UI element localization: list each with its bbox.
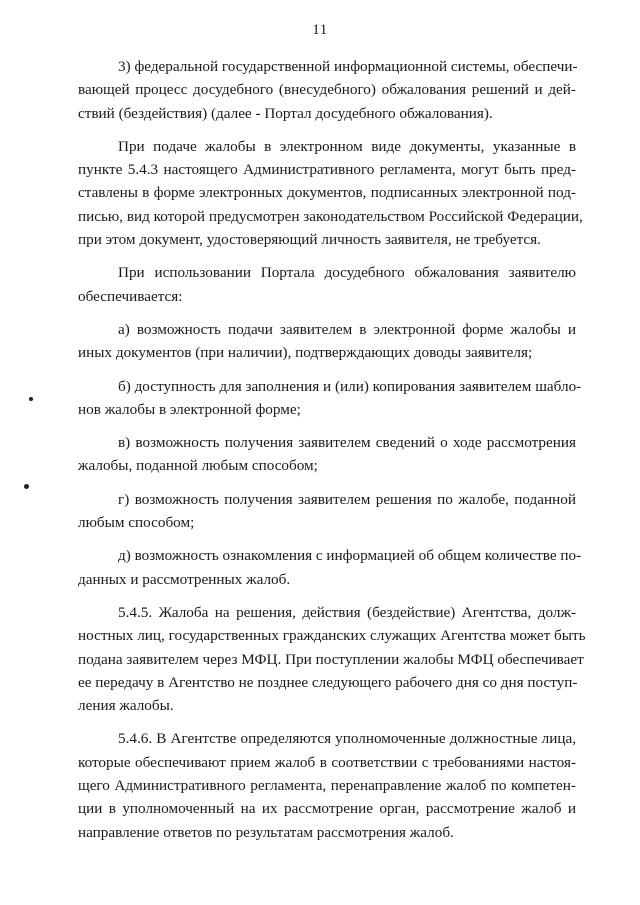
text-line: г) возможность получения заявителем решения по жалобе, поданной xyxy=(118,490,576,508)
paragraph-electronic-submission xyxy=(78,135,583,251)
text-line: При использовании Портала досудебного обжалования заявителю xyxy=(118,264,576,282)
list-item-a xyxy=(78,318,576,365)
paragraph-5-4-6 xyxy=(78,727,576,843)
text-line: нов жалобы в электронной форме; xyxy=(78,400,301,418)
text-line: в) возможность получения заявителем сведений о ходе рассмотрения xyxy=(118,434,576,452)
text-line: при этом документ, удостоверяющий личность заявителя, не требуется. xyxy=(78,231,541,249)
text-line: писью, вид которой предусмотрен законодательством Российской Федерации, xyxy=(78,207,583,225)
text-line: подана заявителем через МФЦ. При поступлении жалобы МФЦ обеспечивает xyxy=(78,650,584,668)
paragraph-portal-provides xyxy=(78,261,576,308)
document-body xyxy=(78,55,586,844)
text-line: 5.4.5. Жалоба на решения, действия (бездействие) Агентства, долж- xyxy=(118,603,576,621)
text-line: пункте 5.4.3 настоящего Административного регламента, могут быть пред- xyxy=(78,161,576,179)
text-line: 3) федеральной государственной информационной системы, обеспечи- xyxy=(118,58,578,75)
paragraph-item-3 xyxy=(78,55,576,125)
scan-speck xyxy=(29,397,33,401)
text-line: иных документов (при наличии), подтверждающих доводы заявителя; xyxy=(78,344,533,362)
text-line: б) доступность для заполнения и (или) копирования заявителем шабло- xyxy=(118,377,582,395)
text-line: ления жалобы. xyxy=(78,697,174,715)
text-line: обеспечивается: xyxy=(78,287,183,305)
text-line: которые обеспечивают прием жалоб в соответствии с требованиями настоя- xyxy=(78,753,576,771)
text-line: 5.4.6. В Агентстве определяются уполномоченные должностные лица, xyxy=(118,730,576,748)
text-line: щего Административного регламента, перенаправление жалоб по компетен- xyxy=(78,777,576,795)
text-line: жалобы, поданной любым способом; xyxy=(78,457,318,475)
list-item-d xyxy=(78,544,582,591)
text-line: ции в уполномоченный на их рассмотрение орган, рассмотрение жалоб и xyxy=(78,800,576,818)
text-line: ствий (бездействия) (далее - Портал досудебного обжалования). xyxy=(78,104,493,122)
text-line: данных и рассмотренных жалоб. xyxy=(78,570,291,588)
text-line: а) возможность подачи заявителем в электронной форме жалобы и xyxy=(118,320,576,338)
paragraph-5-4-5 xyxy=(78,601,586,717)
text-line: направление ответов по результатам рассмотрения жалоб. xyxy=(78,823,454,841)
scan-speck xyxy=(24,484,29,489)
text-line: ее передачу в Агентство не позднее следующего рабочего дня со дня поступ- xyxy=(78,673,578,691)
text-line: любым способом; xyxy=(78,514,195,532)
list-item-b xyxy=(78,375,582,422)
page-number: 11 xyxy=(312,22,328,38)
text-line: вающей процесс досудебного (внесудебного) обжалования решений и дей- xyxy=(78,81,576,99)
text-line: д) возможность ознакомления с информацией об общем количестве по- xyxy=(118,547,582,565)
text-line: При подаче жалобы в электронном виде документы, указанные в xyxy=(118,137,576,155)
text-line: ностных лиц, государственных гражданских служащих Агентства может быть xyxy=(78,627,586,645)
list-item-v xyxy=(78,431,576,478)
text-line: ставлены в форме электронных документов, подписанных электронной под- xyxy=(78,184,576,202)
list-item-g xyxy=(78,488,576,535)
